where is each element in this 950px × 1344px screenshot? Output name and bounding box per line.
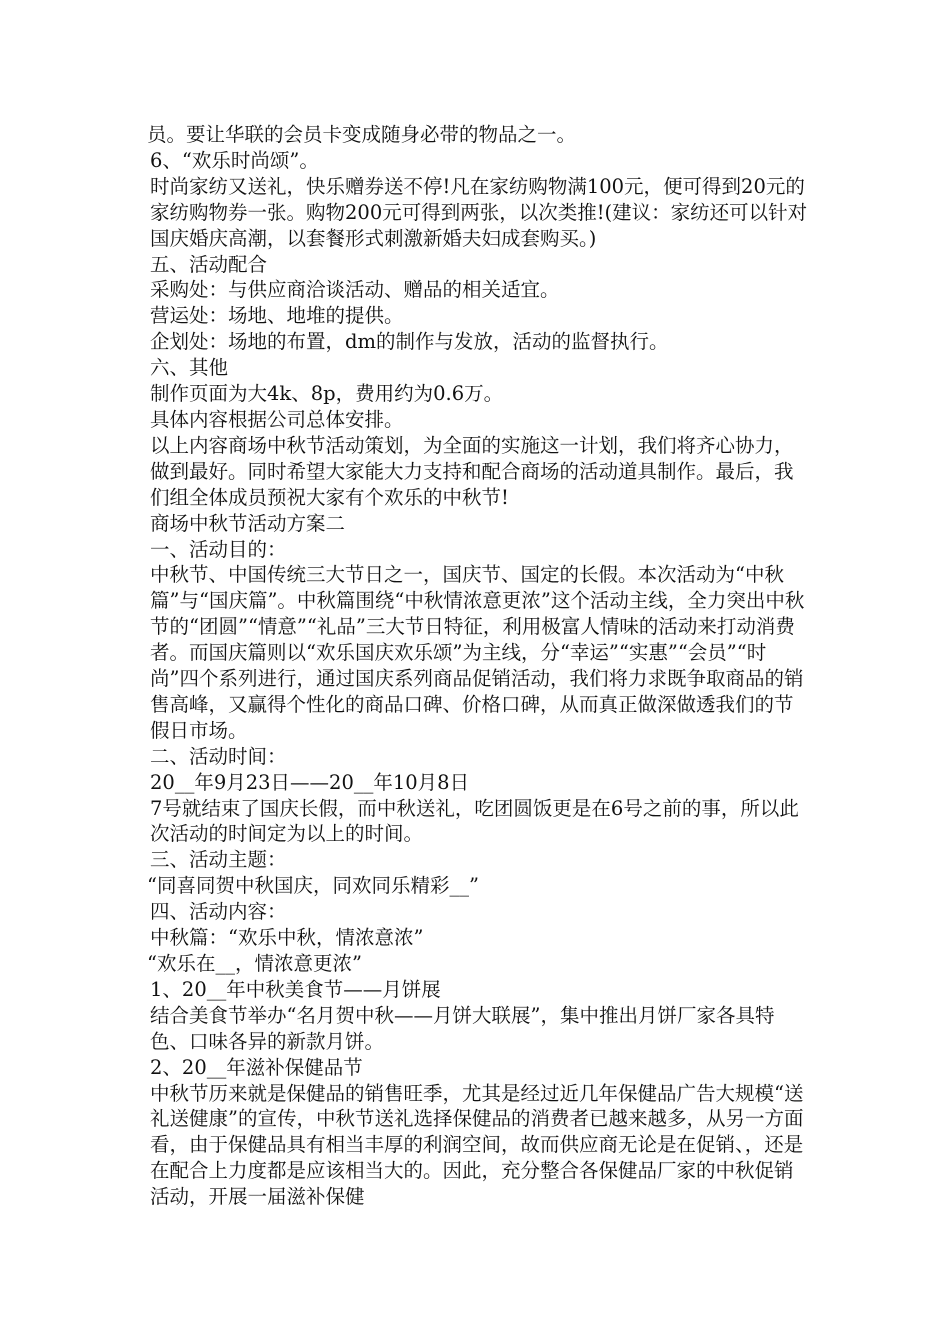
paragraph: 中秋节历来就是保健品的销售旺季，尤其是经过近几年保健品广告大规模“送礼送健康”的宣传，中秋节送礼选择保健品的消费者已越来越多，从另一方面看，由于保健品具有相当丰厚的利润空间，故而供应商无论是在促销、，还是在配合上力度都是应该相当大的。因此，充分整合各保健品厂家的中秋促销活动，开展一届滋补保健 bbox=[150, 1081, 804, 1209]
document-subtitle: 商场中秋节活动方案二 bbox=[150, 511, 346, 535]
paragraph: 中秋节、中国传统三大节日之一，国庆节、国定的长假。本次活动为“中秋篇”与“国庆篇”。中秋篇围绕“中秋情浓意更浓”这个活动主线，全力突出中秋节的“团圆”“情意”“礼品”三大节日特征，利用极富人情味的活动来打动消费者。而国庆篇则以“欢乐国庆欢乐颂”为主线，分“幸运”“实惠”“会员”“时尚”四个系列进行，通过国庆系列商品促销活动，我们将力求既争取商品的销售高峰，又赢得个性化的商品口碑、价格口碑，从而真正做深做透我们的节假日市场。 bbox=[150, 563, 805, 742]
section-heading: 2、20__年滋补保健品节 bbox=[150, 1055, 363, 1079]
paragraph: “同喜同贺中秋国庆，同欢同乐精彩__” bbox=[147, 874, 479, 898]
paragraph: 营运处：场地、地堆的提供。 bbox=[150, 304, 404, 328]
paragraph: 员。要让华联的会员卡变成随身必带的物品之一。 bbox=[147, 123, 577, 146]
document-page bbox=[147, 122, 812, 1210]
section-heading: 五、活动配合 bbox=[150, 252, 268, 276]
section-heading: 一、活动目的： bbox=[150, 537, 287, 561]
section-heading: 二、活动时间： bbox=[150, 744, 287, 768]
section-heading: 三、活动主题： bbox=[150, 848, 287, 872]
section-heading: 1、20__年中秋美食节——月饼展 bbox=[150, 977, 441, 1001]
paragraph: 采购处：与供应商洽谈活动、赠品的相关适宜。 bbox=[150, 278, 560, 302]
section-heading: 六、其他 bbox=[150, 356, 229, 380]
paragraph: 时尚家纺又送礼，快乐赠券送不停!凡在家纺购物满100元，便可得到20元的家纺购物券一张。购物200元可得到两张，以次类推!(建议：家纺还可以针对国庆婚庆高潮，以套餐形式刺激新婚夫妇成套购买。) bbox=[150, 174, 808, 250]
paragraph: 中秋篇：“欢乐中秋，情浓意浓” bbox=[150, 926, 424, 950]
paragraph: 20__年9月23日——20__年10月8日 bbox=[150, 770, 470, 794]
paragraph: 结合美食节举办“名月贺中秋——月饼大联展”，集中推出月饼厂家各具特色、口味各异的新款月饼。 bbox=[150, 1003, 775, 1053]
paragraph: 制作页面为大4k、8p，费用约为0.6万。 bbox=[150, 382, 504, 406]
paragraph: 具体内容根据公司总体安排。 bbox=[150, 407, 404, 431]
paragraph: 7号就结束了国庆长假，而中秋送礼，吃团圆饭更是在6号之前的事，所以此次活动的时间定为以上的时间。 bbox=[150, 796, 799, 846]
section-heading: 四、活动内容： bbox=[150, 900, 287, 924]
paragraph: 企划处：场地的布置，dm的制作与发放，活动的监督执行。 bbox=[150, 330, 669, 354]
paragraph: 以上内容商场中秋节活动策划，为全面的实施这一计划，我们将齐心协力，做到最好。同时希望大家能大力支持和配合商场的活动道具制作。最后，我们组全体成员预祝大家有个欢乐的中秋节! bbox=[150, 433, 794, 509]
paragraph: 6、“欢乐时尚颂”。 bbox=[150, 148, 319, 172]
paragraph: “欢乐在__，情浓意更浓” bbox=[147, 952, 362, 975]
